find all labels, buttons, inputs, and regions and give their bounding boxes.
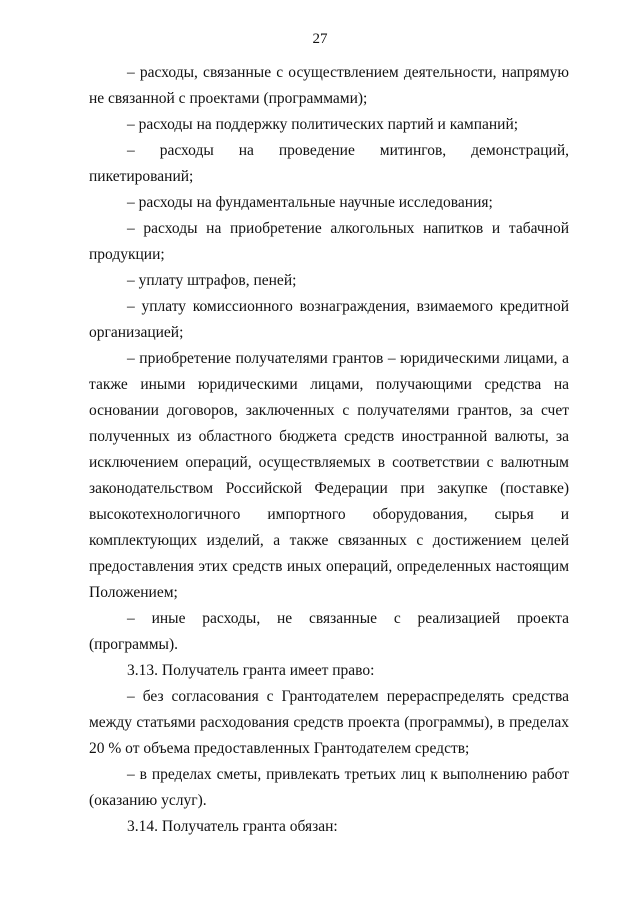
paragraph-expenses-political: – расходы на поддержку политических партий и кампаний; xyxy=(127,116,519,133)
paragraph-expenses-rallies: – расходы на проведение митингов, демонстраций, пикетирований; xyxy=(89,142,569,185)
paragraph-expenses-research: – расходы на фундаментальные научные исследования; xyxy=(127,194,493,211)
paragraph-fines: – уплату штрафов, пеней; xyxy=(127,272,297,289)
paragraph-other-expenses: – иные расходы, не связанные с реализацией проекта (программы). xyxy=(89,610,569,653)
document-body xyxy=(89,60,569,840)
page-number: 27 xyxy=(312,31,328,47)
paragraph-third-parties: – в пределах сметы, привлекать третьих лиц к выполнению работ (оказанию услуг). xyxy=(89,766,569,809)
section-heading-3-13: 3.13. Получатель гранта имеет право: xyxy=(127,662,375,679)
paragraph-expenses-alcohol-tobacco: – расходы на приобретение алкогольных напитков и табачной продукции; xyxy=(89,220,569,263)
paragraph-redistribute-funds: – без согласования с Грантодателем перераспределять средства между статьями расходования средств проекта (программы), в пределах 20 % от объема предоставленных Грантодателем средств; xyxy=(89,688,569,757)
section-heading-3-14: 3.14. Получатель гранта обязан: xyxy=(127,818,338,835)
paragraph-bank-commission: – уплату комиссионного вознаграждения, взимаемого кредитной организацией; xyxy=(89,298,569,341)
paragraph-foreign-currency: – приобретение получателями грантов – юридическими лицами, а также иными юридическими лицами, получающими средства на основании договоров, заключенных с получателями грантов, за счет полученных из областного бюджета средств иностранной валюты, за исключением операций, осуществляемых в соответствии с валютным законодательством Российской Федерации при закупке (поставке) высокотехнологичного импортного оборудования, сырья и комплектующих изделий, а также связанных с достижением целей предоставления этих средств иных операций, определенных настоящим Положением; xyxy=(89,350,569,601)
paragraph-expenses-non-project: – расходы, связанные с осуществлением деятельности, напрямую не связанной с проектами (программами); xyxy=(89,64,569,107)
